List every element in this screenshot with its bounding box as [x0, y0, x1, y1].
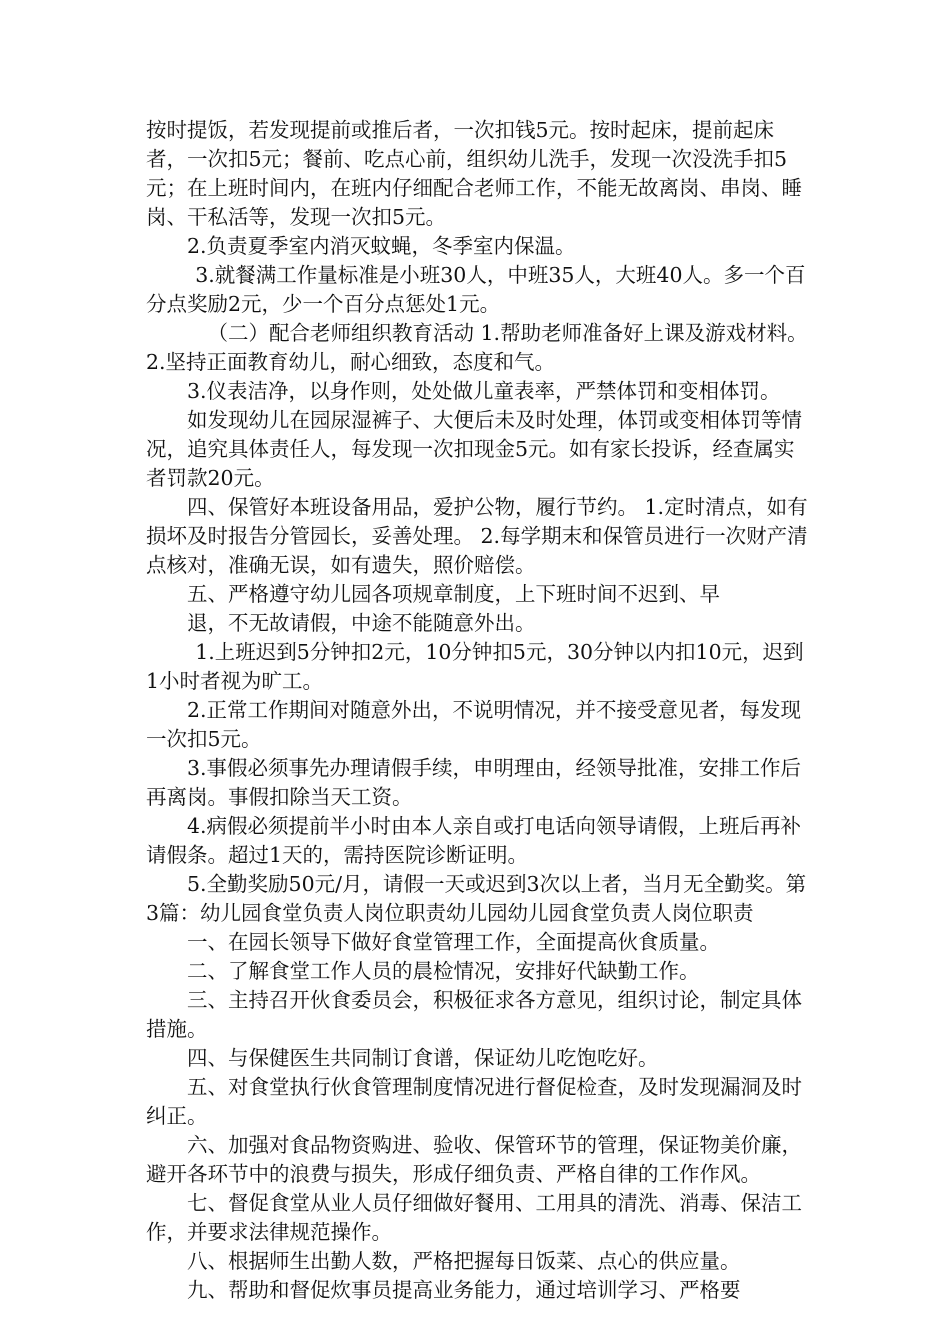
paragraph-canteen-duty-4: 四、与保健医生共同制订食谱，保证幼儿吃饱吃好。 — [187, 1046, 659, 1070]
paragraph-canteen-duty-1: 一、在园长领导下做好食堂管理工作，全面提高伙食质量。 — [187, 930, 720, 954]
paragraph-canteen-duty-3: 三、主持召开伙食委员会，积极征求各方意见，组织讨论，制定具体措施。 — [146, 988, 802, 1041]
paragraph-rules-continued: 退，不无故请假，中途不能随意外出。 — [187, 611, 536, 635]
paragraph-insect-control: 2.负责夏季室内消灭蚊蝇，冬季室内保温。 — [187, 234, 576, 258]
paragraph-late-penalty: 1.上班迟到5分钟扣2元，10分钟扣5元，30分钟以内扣10元，迟到1小时者视为旷工。 — [146, 640, 804, 693]
paragraph-leaving-penalty: 2.正常工作期间对随意外出，不说明情况，并不接受意见者，每发现一次扣5元。 — [146, 698, 802, 751]
paragraph-personal-leave: 3.事假必须事先办理请假手续，申明理由，经领导批准，安排工作后再离岗。事假扣除当天工资。 — [146, 756, 802, 809]
paragraph-canteen-duty-7: 七、督促食堂从业人员仔细做好餐用、工用具的清洗、消毒、保洁工作，并要求法律规范操作。 — [146, 1191, 802, 1244]
paragraph-appearance: 3.仪表洁净，以身作则，处处做儿童表率，严禁体罚和变相体罚。 — [187, 379, 781, 403]
paragraph-canteen-duty-2: 二、了解食堂工作人员的晨检情况，安排好代缺勤工作。 — [187, 959, 700, 983]
paragraph-sick-leave: 4.病假必须提前半小时由本人亲自或打电话向领导请假，上班后再补请假条。超过1天的，需持医院诊断证明。 — [146, 814, 802, 867]
paragraph-equipment-care: 四、保管好本班设备用品，爱护公物，履行节约。 1.定时清点，如有损坏及时报告分管园长，妥善处理。 2.每学期末和保管员进行一次财产清点核对，准确无误，如有遗失，照价赔偿。 — [146, 495, 808, 577]
paragraph-canteen-duty-5: 五、对食堂执行伙食管理制度情况进行督促检查，及时发现漏洞及时纠正。 — [146, 1075, 802, 1128]
paragraph-teaching-support: （二）配合老师组织教育活动 1.帮助老师准备好上课及游戏材料。 2.坚持正面教育幼儿，耐心细致，态度和气。 — [146, 321, 808, 374]
paragraph-canteen-duty-6: 六、加强对食品物资购进、验收、保管环节的管理，保证物美价廉，避开各环节中的浪费与损失，形成仔细负责、严格自律的工作作风。 — [146, 1133, 802, 1186]
paragraph-canteen-duty-8: 八、根据师生出勤人数，严格把握每日饭菜、点心的供应量。 — [187, 1249, 741, 1273]
document-body — [146, 116, 808, 1305]
paragraph-canteen-duty-9: 九、帮助和督促炊事员提高业务能力，通过培训学习、严格要 — [187, 1278, 741, 1302]
paragraph-meal-rules: 按时提饭，若发现提前或推后者，一次扣钱5元。按时起床，提前起床者，一次扣5元；餐前、吃点心前，组织幼儿洗手，发现一次没洗手扣5元；在上班时间内，在班内仔细配合老师工作，不能无故离岗、串岗、睡岗、干私活等，发现一次扣5元。 — [146, 118, 802, 229]
paragraph-rules-header: 五、严格遵守幼儿园各项规章制度，上下班时间不迟到、早 — [187, 582, 720, 606]
paragraph-penalties: 如发现幼儿在园尿湿裤子、大便后未及时处理，体罚或变相体罚等情况，追究具体责任人，每发现一次扣现金5元。如有家长投诉，经查属实者罚款20元。 — [146, 408, 802, 490]
paragraph-attendance-bonus: 5.全勤奖励50元/月，请假一天或迟到3次以上者，当月无全勤奖。第3篇：幼儿园食堂负责人岗位职责幼儿园幼儿园食堂负责人岗位职责 — [146, 872, 807, 925]
paragraph-workload-standard: 3.就餐满工作量标准是小班30人，中班35人，大班40人。多一个百分点奖励2元，少一个百分点惩处1元。 — [146, 263, 806, 316]
